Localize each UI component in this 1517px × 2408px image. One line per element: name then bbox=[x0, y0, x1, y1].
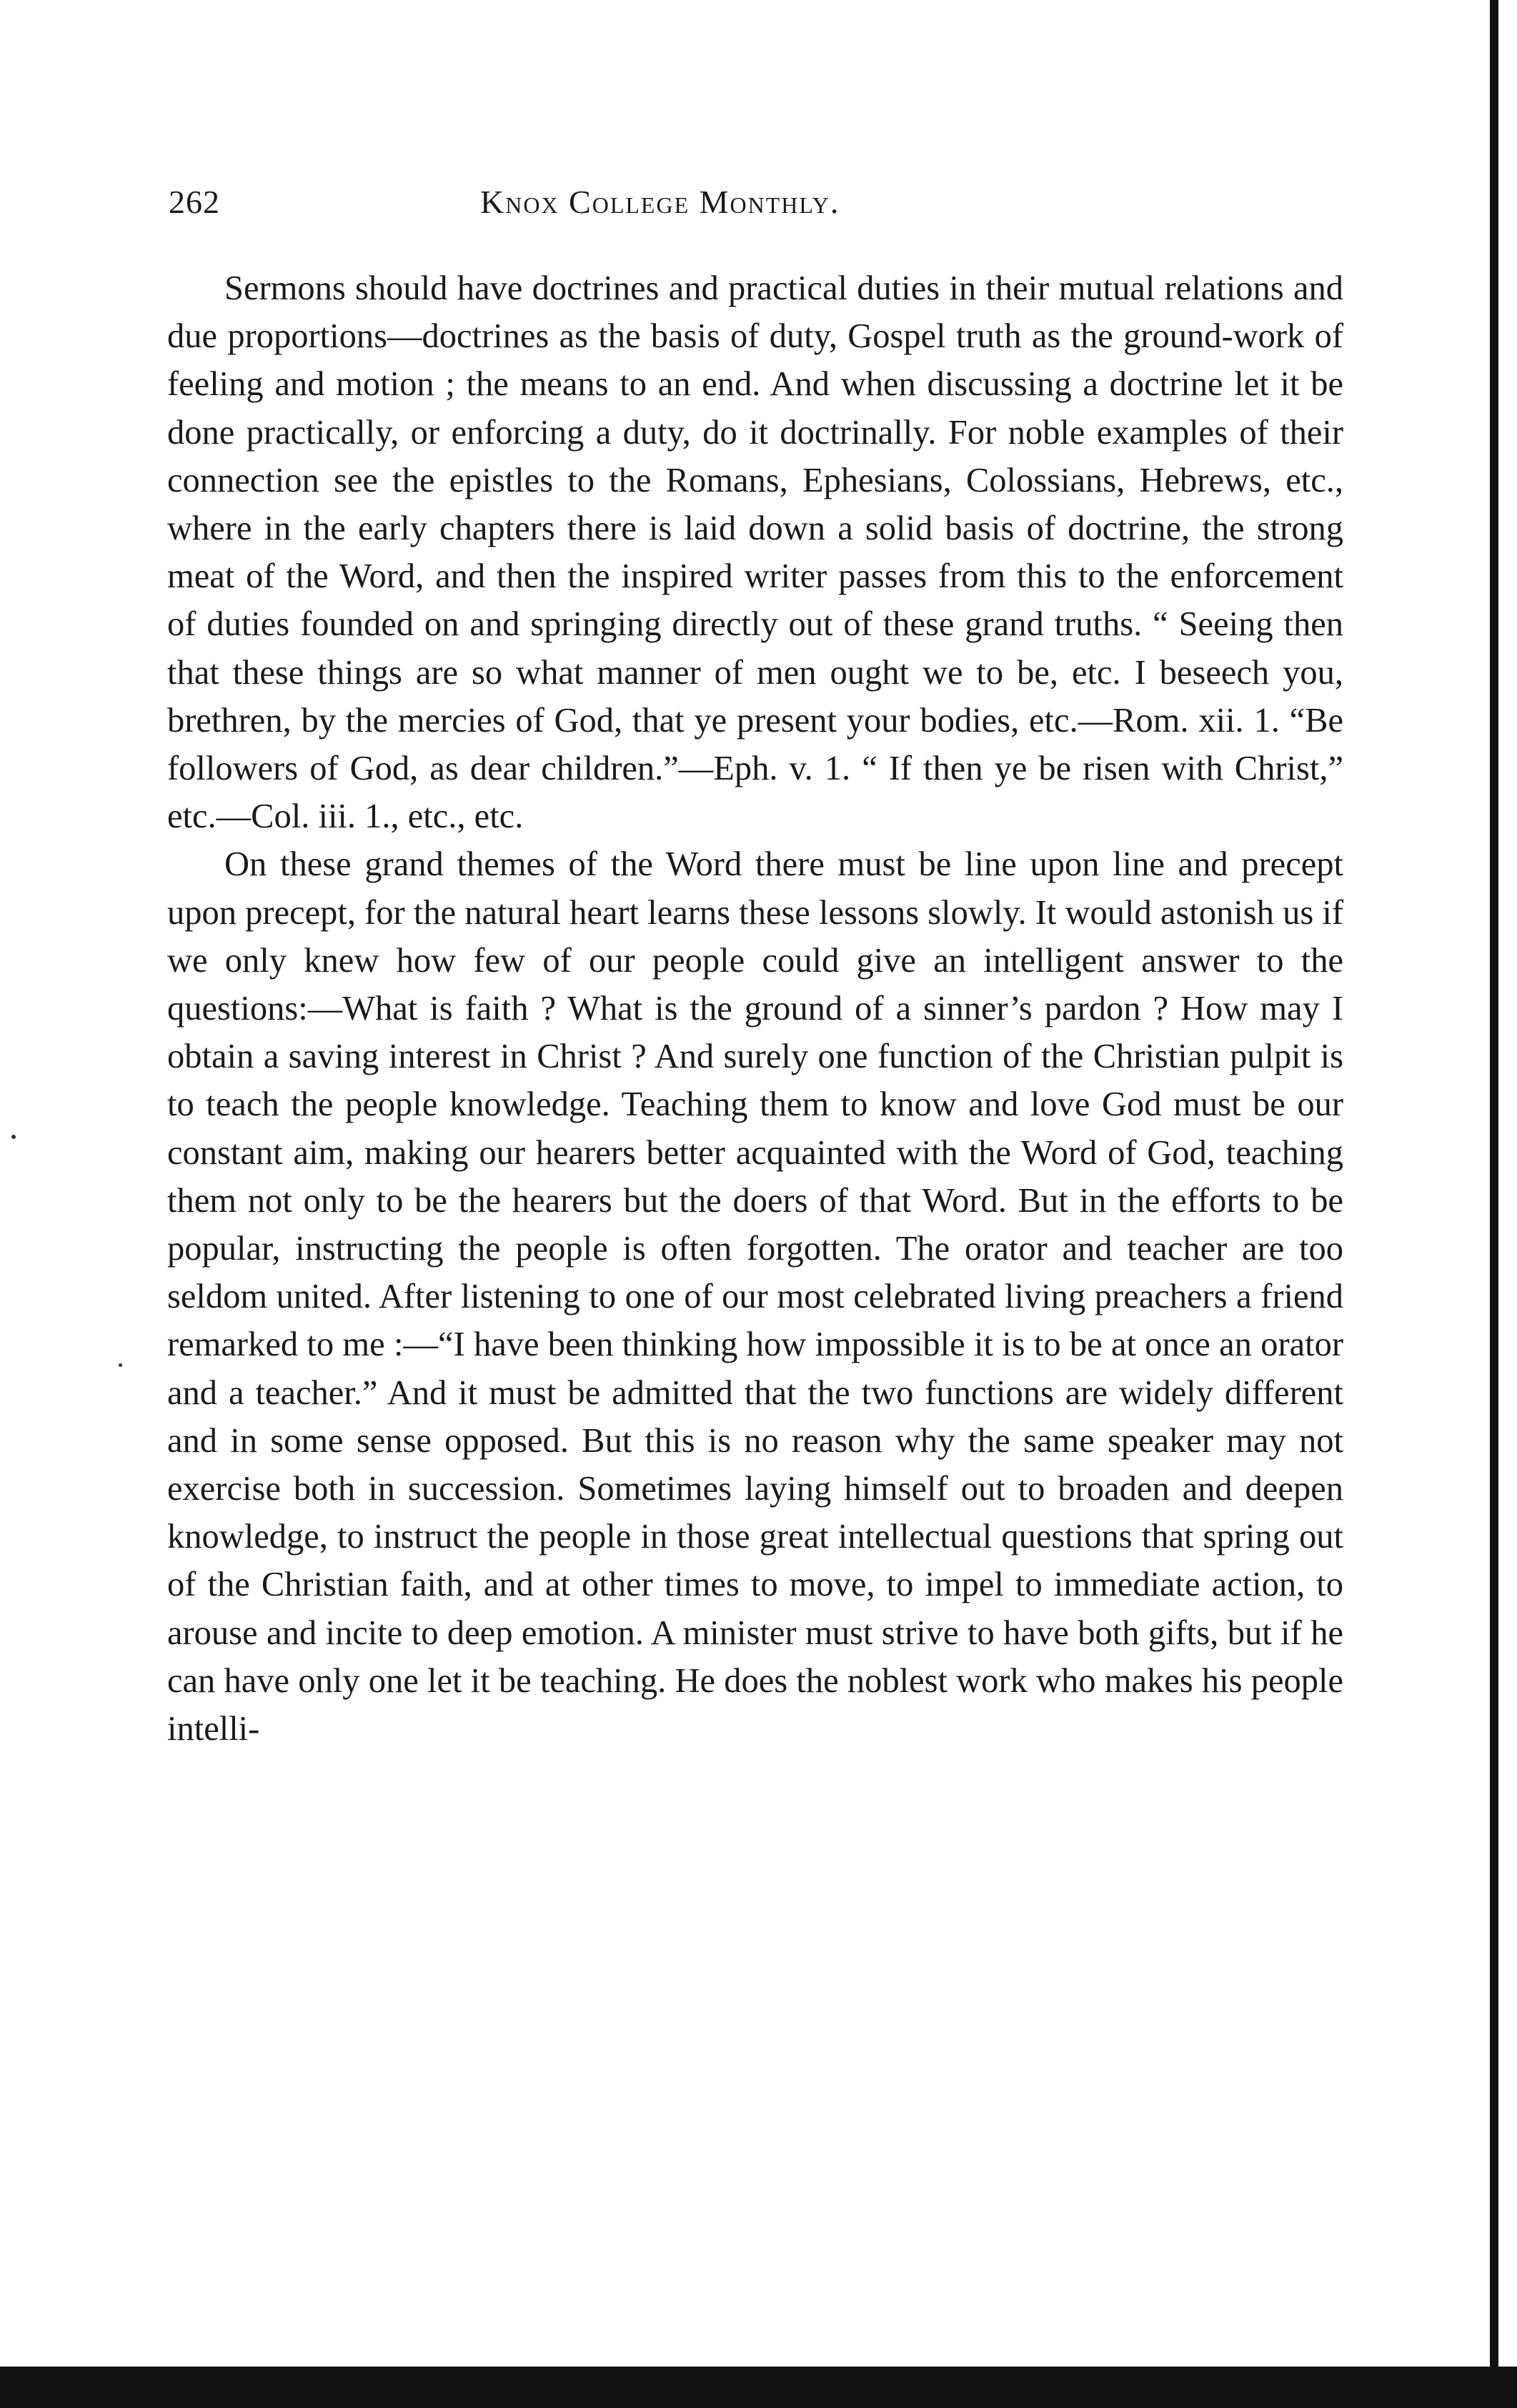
scan-speck bbox=[119, 1363, 122, 1367]
page-header bbox=[169, 183, 1341, 233]
page-edge-shadow-bottom bbox=[0, 2367, 1517, 2408]
scan-speck bbox=[11, 1135, 16, 1139]
page-edge-shadow-right bbox=[1490, 0, 1498, 2387]
page-number: 262 bbox=[169, 184, 220, 220]
body-text bbox=[167, 264, 1343, 1753]
paragraph: Sermons should have doctrines and practical duties in their mutual relations and due proportions—doctrines as the basis of duty, Gospel truth as the ground-work of feeling and motion ; the means to an end. And when discussing a doctrine let it be done practically, or enforcing a duty, do it doctrinally. For noble examples of their connection see the epistles to the Romans, Ephesians, Colossians, Hebrews, etc., where in the early chapters there is laid down a solid basis of doctrine, the strong meat of the Word, and then the inspired writer passes from this to the enforcement of duties founded on and springing directly out of these grand truths. “ Seeing then that these things are so what manner of men ought we to be, etc. I beseech you, brethren, by the mercies of God, that ye present your bodies, etc.—Rom. xii. 1. “Be followers of God, as dear children.”—Eph. v. 1. “ If then ye be risen with Christ,” etc.—Col. iii. 1., etc., etc. bbox=[167, 269, 1343, 836]
running-head: Knox College Monthly. bbox=[480, 184, 840, 220]
paragraph: On these grand themes of the Word there must be line upon line and precept upon precept, for the natural heart learns these lessons slowly. It would astonish us if we only knew how few of our people could give an intelligent answer to the questions:—What is faith ? What is the ground of a sinner’s pardon ? How may I obtain a saving interest in Christ ? And surely one function of the Christian pulpit is to teach the people knowledge. Teaching them to know and love God must be our constant aim, making our hearers better acquainted with the Word of God, teaching them not only to be the hearers but the doers of that Word. But in the efforts to be popular, instructing the people is often forgotten. The orator and teacher are too seldom united. After listening to one of our most celebrated living preachers a friend remarked to me :—“I have been thinking how impossible it is to be at once an orator and a teacher.” And it must be admitted that the two functions are widely different and in some sense opposed. But this is no reason why the same speaker may not exercise both in succession. Sometimes laying himself out to broaden and deepen knowledge, to instruct the people in those great intellectual questions that spring out of the Christian faith, and at other times to move, to impel to immediate action, to arouse and incite to deep emotion. A minister must strive to have both gifts, but if he can have only one let it be teaching. He does the noblest work who makes his people intelli- bbox=[167, 845, 1343, 1748]
